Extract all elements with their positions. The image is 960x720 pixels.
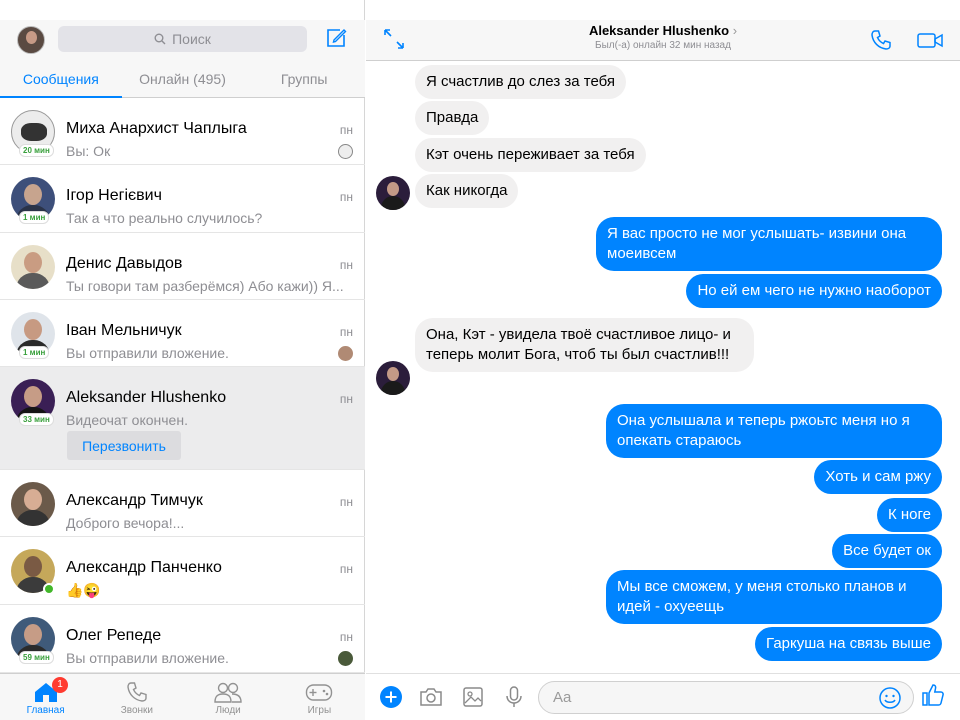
incoming-message[interactable]: Правда: [415, 101, 489, 135]
tabbar-home[interactable]: [0, 674, 91, 720]
avatar-head: [387, 182, 399, 196]
conversation-item[interactable]: [0, 165, 365, 233]
message-input-placeholder: Aa: [553, 689, 572, 706]
search-input[interactable]: [58, 26, 307, 52]
message-composer: [366, 673, 960, 720]
incoming-message[interactable]: Я счастлив до слез за тебя: [415, 65, 626, 99]
conversation-name: Aleksander Hlushenko: [66, 389, 227, 406]
conversation-preview: 👍😜: [66, 582, 101, 598]
conversation-time: пн: [339, 325, 353, 339]
avatar-head: [387, 367, 399, 381]
incoming-message[interactable]: Как никогда: [415, 174, 518, 208]
list-tabs: [0, 66, 365, 98]
avatar-body: [381, 196, 405, 210]
tabbar-people[interactable]: [183, 674, 274, 720]
outgoing-message[interactable]: Все будет ок: [832, 534, 942, 568]
compose-icon[interactable]: [325, 27, 347, 49]
conversation-name: Олег Репеде: [66, 627, 162, 644]
conversation-time: пн: [339, 630, 353, 644]
avatar: [11, 482, 55, 526]
outgoing-message[interactable]: Она услышала и теперь ржоьтс меня но я опекать стараюсь: [606, 404, 942, 458]
conversation-item[interactable]: [0, 470, 365, 537]
tabbar-label: Игры: [307, 705, 332, 716]
video-call-icon[interactable]: [916, 29, 944, 51]
notification-badge: 1: [52, 677, 68, 693]
sender-avatar: [376, 176, 410, 210]
tabbar-label: Главная: [26, 705, 65, 716]
outgoing-message[interactable]: Мы все сможем, у меня столько планов и идей - охуеещь: [606, 570, 942, 624]
chat-header: [366, 20, 960, 61]
microphone-icon[interactable]: [502, 685, 526, 709]
avatar: [11, 245, 55, 289]
outgoing-message[interactable]: К ноге: [877, 498, 942, 532]
conversation-preview: Вы отправили вложение.: [66, 345, 229, 361]
conversation-preview: Так а что реально случилось?: [66, 210, 263, 226]
conversation-time: пн: [339, 562, 353, 576]
sender-avatar: [376, 361, 410, 395]
conversation-item[interactable]: [0, 233, 365, 300]
conversation-time: пн: [339, 392, 353, 406]
seen-avatar-icon: [338, 651, 353, 666]
conversation-time: пн: [339, 123, 353, 137]
seen-avatar-icon: [338, 346, 353, 361]
outgoing-message[interactable]: Но ей ем чего не нужно наоборот: [686, 274, 942, 308]
conversation-preview: Ты говори там разберёмся) Або кажи)) Я...: [66, 278, 344, 294]
tabbar-label: Люди: [215, 705, 241, 716]
tabbar-label: Звонки: [120, 705, 154, 716]
incoming-message[interactable]: Кэт очень переживает за тебя: [415, 138, 646, 172]
conversation-name: Миха Анархист Чаплыга: [66, 120, 247, 137]
conversation-name: Александр Панченко: [66, 559, 222, 576]
gamepad-icon: [305, 682, 333, 702]
seen-avatar-icon: [338, 144, 353, 159]
conversation-item[interactable]: [0, 300, 365, 367]
chat-pane: [366, 0, 960, 720]
conversation-preview: Доброго вечора!...: [66, 515, 185, 531]
conversation-time: пн: [339, 495, 353, 509]
conversation-name: Денис Давыдов: [66, 255, 183, 272]
chevron-right-icon: ›: [732, 23, 738, 38]
incoming-message[interactable]: Она, Кэт - увидела твоё счастливое лицо- и теперь молит Бога, чтоб ты был счастлив!!!: [415, 318, 754, 372]
tab-groups[interactable]: Группы: [280, 71, 328, 87]
conversation-preview: Вы отправили вложение.: [66, 650, 229, 666]
avatar-body: [381, 381, 405, 395]
message-input[interactable]: [538, 681, 914, 714]
call-back-button[interactable]: Перезвонить: [67, 431, 181, 460]
conversation-list: [0, 98, 365, 673]
search-placeholder: Поиск: [172, 31, 211, 47]
active-time-badge: 33 мин: [19, 413, 54, 426]
outgoing-message[interactable]: Гаркуша на связь выше: [755, 627, 942, 661]
message-thread: [366, 61, 960, 673]
conversation-time: пн: [339, 258, 353, 272]
conversation-item[interactable]: [0, 537, 365, 605]
emoji-icon[interactable]: [878, 686, 902, 710]
conversation-item-selected[interactable]: [0, 367, 365, 470]
conversation-preview: Вы: Ок: [66, 143, 111, 159]
contact-status: Был(-а) онлайн 32 мин назад: [595, 40, 731, 51]
phone-icon: [126, 681, 148, 703]
conversation-time: пн: [339, 190, 353, 204]
tab-online[interactable]: Онлайн (495): [139, 71, 226, 87]
conversation-list-pane: [0, 0, 365, 720]
conversation-item[interactable]: [0, 98, 365, 165]
bottom-tab-bar: [0, 673, 365, 720]
search-icon: [154, 33, 166, 45]
conversation-name: Ігор Негієвич: [66, 187, 162, 204]
tab-messages[interactable]: Сообщения: [0, 66, 122, 98]
outgoing-message[interactable]: Хоть и сам ржу: [814, 460, 942, 494]
people-icon: [213, 681, 243, 703]
active-time-badge: 1 мин: [19, 211, 49, 224]
online-indicator-icon: [43, 583, 55, 595]
phone-call-icon[interactable]: [869, 28, 893, 52]
tabbar-calls[interactable]: [91, 674, 182, 720]
outgoing-message[interactable]: Я вас просто не мог услышать- извини она моеивсем: [596, 217, 942, 271]
active-time-badge: 1 мин: [19, 346, 49, 359]
contact-name: Aleksander Hlushenko: [588, 23, 730, 38]
list-header: [0, 20, 365, 98]
conversation-name: Іван Мельничук: [66, 322, 182, 339]
active-time-badge: 59 мин: [19, 651, 54, 664]
gallery-icon[interactable]: [461, 685, 485, 709]
active-time-badge: 20 мин: [19, 144, 54, 157]
tabbar-games[interactable]: [274, 674, 365, 720]
camera-icon[interactable]: [419, 685, 443, 709]
conversation-preview: Видеочат окончен.: [66, 412, 188, 428]
thumbs-up-icon[interactable]: [921, 683, 945, 707]
conversation-item[interactable]: [0, 605, 365, 673]
conversation-name: Александр Тимчук: [66, 492, 203, 509]
profile-avatar[interactable]: [17, 26, 45, 54]
add-icon[interactable]: [379, 685, 403, 709]
